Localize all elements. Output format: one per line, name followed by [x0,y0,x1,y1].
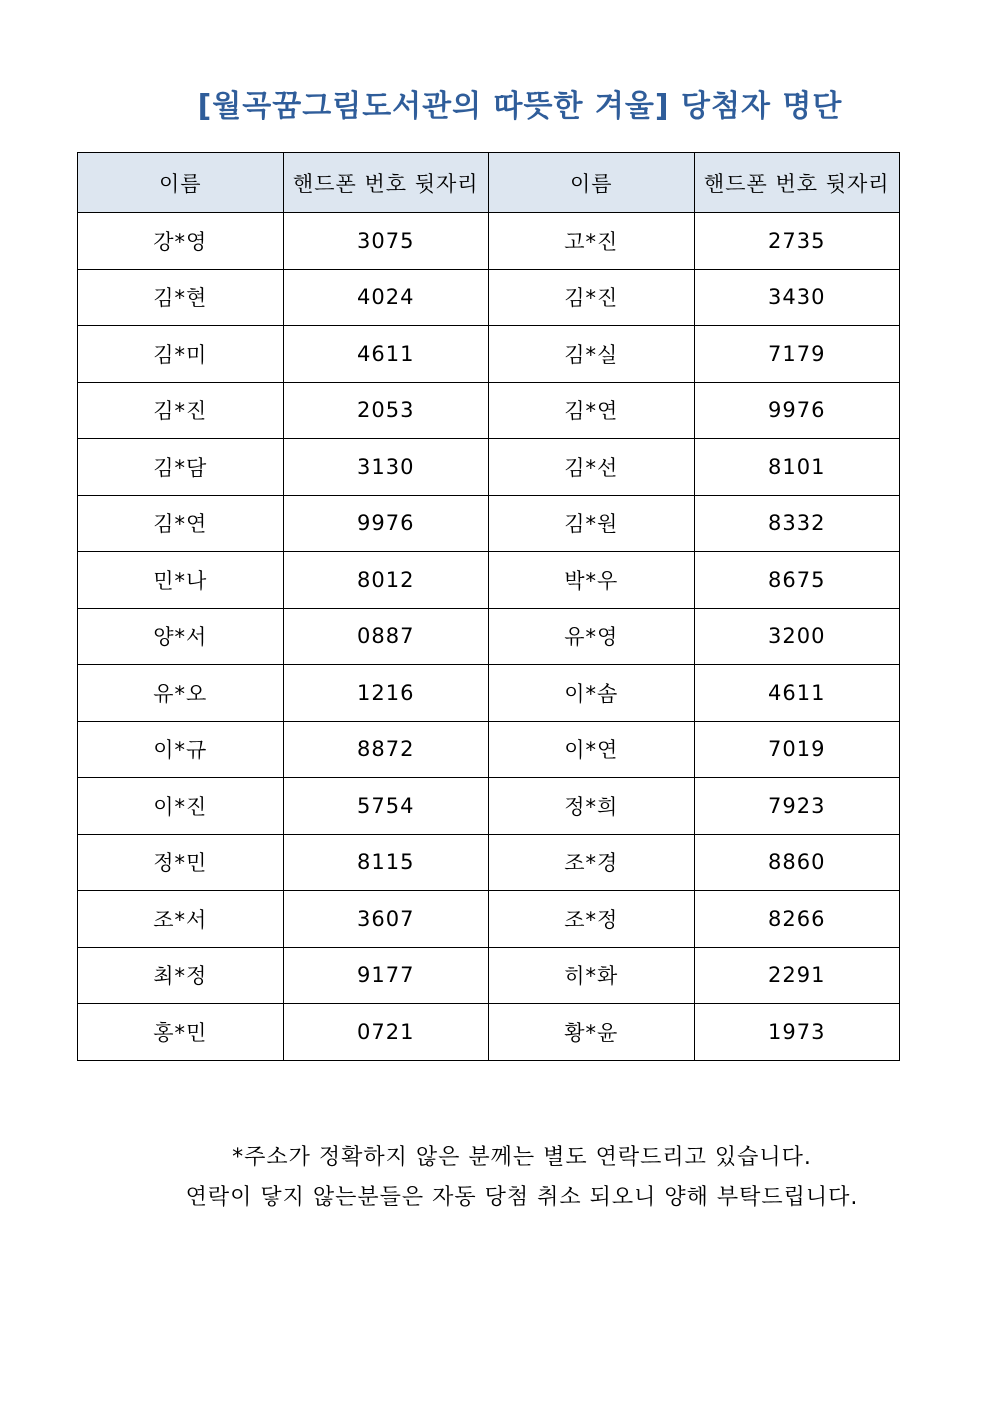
winner-name-cell: 조*정 [489,891,695,948]
winner-name-cell: 유*오 [78,665,284,722]
notice-line-2: 연락이 닿지 않는분들은 자동 당첨 취소 되오니 양해 부탁드립니다. [185,1185,859,1210]
phone-digits-cell: 1216 [283,665,489,722]
phone-digits-cell: 9177 [283,947,489,1004]
winner-name-cell: 정*민 [78,834,284,891]
table-row [78,1004,900,1061]
table-row [78,608,900,665]
phone-digits-cell: 4611 [694,665,900,722]
phone-digits-cell: 7019 [694,721,900,778]
winner-name-cell: 이*규 [78,721,284,778]
winner-name-cell: 최*정 [78,947,284,1004]
winner-name-cell: 김*진 [78,382,284,439]
winner-name-cell: 조*경 [489,834,695,891]
table-row [78,552,900,609]
winner-name-cell: 이*솜 [489,665,695,722]
notice [0,1138,992,1218]
winner-name-cell: 고*진 [489,213,695,270]
table-row [78,495,900,552]
winner-name-cell: 김*실 [489,326,695,383]
winners-table [77,152,900,1061]
phone-digits-cell: 1973 [694,1004,900,1061]
table-header-row [78,153,900,213]
header-name-1: 이름 [78,153,284,213]
table-row [78,213,900,270]
winner-name-cell: 김*연 [489,382,695,439]
winner-name-cell: 유*영 [489,608,695,665]
phone-digits-cell: 8860 [694,834,900,891]
phone-digits-cell: 8012 [283,552,489,609]
table-row [78,891,900,948]
table-row [78,721,900,778]
phone-digits-cell: 7179 [694,326,900,383]
table-row [78,326,900,383]
phone-digits-cell: 3430 [694,269,900,326]
table-row [78,439,900,496]
winner-name-cell: 김*진 [489,269,695,326]
table-row [78,947,900,1004]
phone-digits-cell: 0887 [283,608,489,665]
winner-name-cell: 김*현 [78,269,284,326]
table-body [78,213,900,1061]
phone-digits-cell: 8675 [694,552,900,609]
phone-digits-cell: 4611 [283,326,489,383]
notice-line-1: *주소가 정확하지 않은 분께는 별도 연락드리고 있습니다. [232,1145,812,1170]
table-row [78,665,900,722]
winner-name-cell: 김*원 [489,495,695,552]
phone-digits-cell: 8115 [283,834,489,891]
header-phone-1: 핸드폰 번호 뒷자리 [283,153,489,213]
winner-name-cell: 강*영 [78,213,284,270]
phone-digits-cell: 2291 [694,947,900,1004]
phone-digits-cell: 3607 [283,891,489,948]
page-title: [월곡꿈그림도서관의 따뜻한 겨울] 당첨자 명단 [197,89,843,124]
header-phone-2: 핸드폰 번호 뒷자리 [694,153,900,213]
winner-name-cell: 홍*민 [78,1004,284,1061]
winner-name-cell: 히*화 [489,947,695,1004]
winner-name-cell: 박*우 [489,552,695,609]
winner-name-cell: 김*미 [78,326,284,383]
phone-digits-cell: 7923 [694,778,900,835]
phone-digits-cell: 3200 [694,608,900,665]
table-row [78,834,900,891]
winner-name-cell: 김*담 [78,439,284,496]
phone-digits-cell: 2735 [694,213,900,270]
winner-name-cell: 이*진 [78,778,284,835]
winner-name-cell: 조*서 [78,891,284,948]
table-row [78,269,900,326]
winner-name-cell: 김*선 [489,439,695,496]
header-name-2: 이름 [489,153,695,213]
winner-name-cell: 김*연 [78,495,284,552]
phone-digits-cell: 4024 [283,269,489,326]
phone-digits-cell: 2053 [283,382,489,439]
winner-name-cell: 황*윤 [489,1004,695,1061]
phone-digits-cell: 9976 [283,495,489,552]
phone-digits-cell: 8872 [283,721,489,778]
winner-name-cell: 양*서 [78,608,284,665]
phone-digits-cell: 8101 [694,439,900,496]
phone-digits-cell: 8266 [694,891,900,948]
table-row [78,778,900,835]
winner-name-cell: 정*희 [489,778,695,835]
winner-name-cell: 민*나 [78,552,284,609]
phone-digits-cell: 5754 [283,778,489,835]
winner-name-cell: 이*연 [489,721,695,778]
table-row [78,382,900,439]
phone-digits-cell: 8332 [694,495,900,552]
phone-digits-cell: 3130 [283,439,489,496]
phone-digits-cell: 9976 [694,382,900,439]
phone-digits-cell: 0721 [283,1004,489,1061]
phone-digits-cell: 3075 [283,213,489,270]
